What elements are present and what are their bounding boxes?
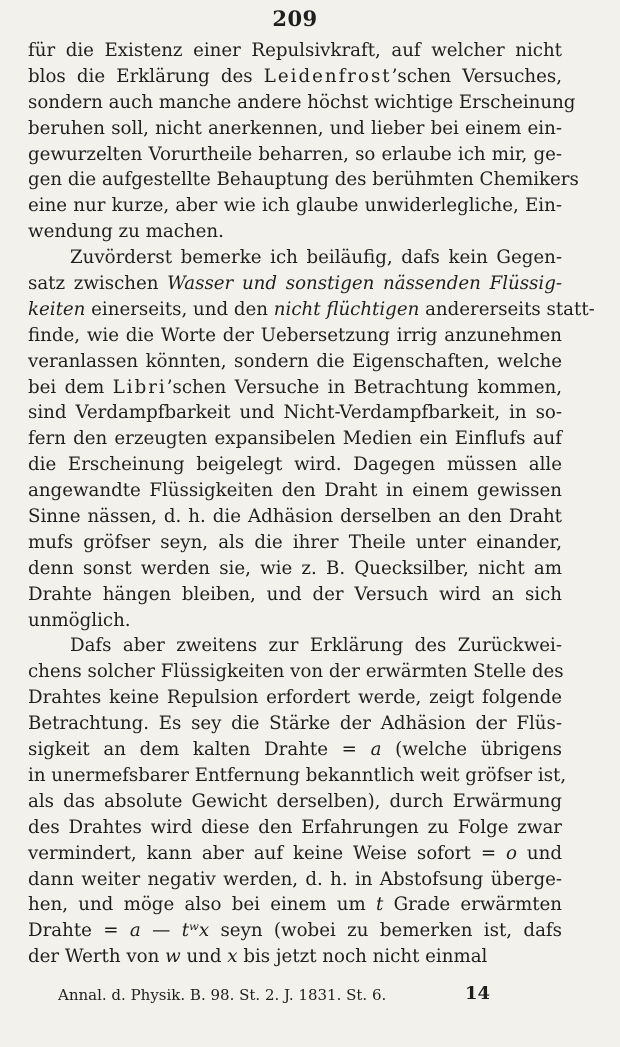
text-run: blos die Erklärung des (28, 65, 264, 87)
text-run: sondern auch manche andere höchst wichtige Erscheinung (28, 91, 576, 113)
text-line (28, 841, 562, 867)
page-number: 209 (272, 6, 318, 31)
spaced-name: Leidenfrost (263, 65, 392, 87)
text-line (28, 297, 595, 323)
text-run: vermindert, kann aber auf keine Weise sofort = (28, 842, 507, 864)
text-run: finde, wie die Worte der Uebersetzung irrig anzunehmen (28, 324, 562, 346)
text-run: Drahte = (28, 920, 130, 942)
signature-mark: 14 (465, 983, 491, 1004)
text-line (28, 116, 562, 142)
italic-run: keiten (28, 298, 86, 320)
paragraph (28, 245, 595, 633)
text-line (28, 38, 562, 64)
italic-run: x (198, 920, 210, 942)
text-line (28, 530, 562, 556)
text-line (28, 633, 562, 659)
text-line (28, 245, 562, 271)
paragraph (28, 633, 567, 970)
text-line (28, 685, 562, 711)
text-line (28, 375, 562, 401)
text-line (28, 556, 562, 582)
text-run: bei dem (28, 376, 113, 398)
footer-citation: Annal. d. Physik. B. 98. St. 2. J. 1831. St. 6. (58, 986, 387, 1004)
text-run: Sinne nässen, d. h. die Adhäsion derselben an den Draht (28, 506, 562, 528)
text-run: denn sonst werden sie, wie z. B. Quecksilber, nicht am (28, 557, 562, 579)
text-run: in unermefsbarer Entfernung bekanntlich weit gröfser ist, (28, 764, 567, 786)
paragraph (28, 38, 579, 245)
text-line (28, 90, 576, 116)
text-line (28, 892, 562, 918)
text-run: ’schen Versuche in Betrachtung kommen, (166, 376, 562, 398)
text-run: gen die aufgestellte Behauptung des berühmten Chemikers (28, 169, 579, 191)
text-run: gewurzelten Vorurtheile beharren, so erlaube ich mir, ge- (28, 143, 562, 165)
text-run: satz zwischen (28, 273, 168, 295)
text-run: veranlassen könnten, sondern die Eigenschaften, welche (28, 350, 562, 372)
text-line (28, 478, 562, 504)
text-run: Grade erwärmten (383, 894, 562, 916)
text-run: Drahte hängen bleiben, und der Versuch wird an sich (28, 583, 562, 605)
spaced-name: Libri (112, 376, 167, 398)
text-line (28, 349, 562, 375)
text-run: Zuvörderst bemerke ich beiläufig, dafs kein Gegen- (70, 247, 562, 269)
text-run: — (140, 920, 182, 942)
italic-run: nicht flüchtigen (273, 298, 420, 320)
italic-run: x (227, 946, 238, 968)
text-line (28, 918, 562, 944)
text-run: die Erscheinung beigelegt wird. Dagegen müssen alle (28, 454, 562, 476)
text-run: angewandte Flüssigkeiten den Draht in einem gewissen (28, 480, 562, 502)
text-run: Drahtes keine Repulsion erfordert werde, zeigt folgende (28, 687, 562, 709)
text-run: seyn (wobei zu bemerken ist, dafs (209, 920, 562, 942)
text-line (28, 815, 562, 841)
text-line (28, 944, 562, 970)
text-line (28, 219, 562, 245)
text-line (28, 504, 562, 530)
italic-run: t (181, 920, 190, 942)
text-line (28, 608, 562, 634)
text-run: für die Existenz einer Repulsivkraft, auf welcher nicht (28, 40, 562, 61)
text-run: wendung zu machen. (28, 221, 224, 243)
text-line (28, 452, 562, 478)
italic-run: o (506, 842, 517, 864)
text-run: eine nur kurze, aber wie ich glaube unwiderlegliche, Ein- (28, 195, 562, 217)
text-line (28, 737, 562, 763)
text-run: Betrachtung. Es sey die Stärke der Adhäsion der Flüs- (28, 713, 562, 735)
text-line (28, 323, 562, 349)
text-run: als das absolute Gewicht derselben), durch Erwärmung (28, 790, 562, 812)
italic-run: w (165, 946, 181, 968)
italic-run: a (129, 920, 141, 942)
text-run: und (180, 946, 228, 968)
italic-run: a (370, 739, 382, 761)
text-run: sigkeit an dem kalten Drahte = (28, 739, 371, 761)
text-run: Dafs aber zweitens zur Erklärung des Zurückwei- (70, 635, 562, 657)
text-line (28, 400, 562, 426)
text-run: fern den erzeugten expansibelen Medien ein Einflufs auf (28, 428, 562, 450)
text-line (28, 426, 562, 452)
italic-run: Wasser und sonstigen nässenden Flüssig- (167, 273, 562, 295)
text-run: bis jetzt noch nicht einmal (237, 946, 488, 968)
text-run: beruhen soll, nicht anerkennen, und lieber bei einem ein- (28, 117, 562, 139)
text-run: chens solcher Flüssigkeiten von der erwärmten Stelle des (28, 661, 564, 683)
text-line (28, 789, 562, 815)
text-line (28, 167, 579, 193)
text-run: des Drahtes wird diese den Erfahrungen zu Folge zwar (28, 816, 562, 838)
italic-run: ʷ (189, 920, 199, 942)
text-run: mufs gröfser seyn, als die ihrer Theile unter einander, (28, 531, 562, 553)
text-line (28, 763, 567, 789)
text-run: (welche übrigens (381, 739, 562, 761)
text-line (28, 193, 562, 219)
text-run: einerseits, und den (85, 298, 274, 320)
text-run: hen, und möge also bei einem um (28, 894, 377, 916)
text-line (28, 64, 562, 90)
text-line (28, 142, 562, 168)
text-line (28, 711, 562, 737)
text-run: unmöglich. (28, 609, 131, 631)
text-line (28, 271, 562, 297)
text-line (28, 582, 562, 608)
text-run: dann weiter negativ werden, d. h. in Abstofsung überge- (28, 868, 562, 890)
text-run: und (516, 842, 562, 864)
text-run: der Werth von (28, 946, 166, 968)
text-line (28, 867, 562, 893)
text-run: sind Verdampfbarkeit und Nicht-Verdampfbarkeit, in so- (28, 402, 562, 424)
italic-run: t (376, 894, 384, 916)
body-text (28, 38, 595, 970)
text-run: andererseits statt- (419, 298, 595, 320)
text-run: ’schen Versuches, (391, 65, 562, 87)
text-line (28, 659, 562, 685)
